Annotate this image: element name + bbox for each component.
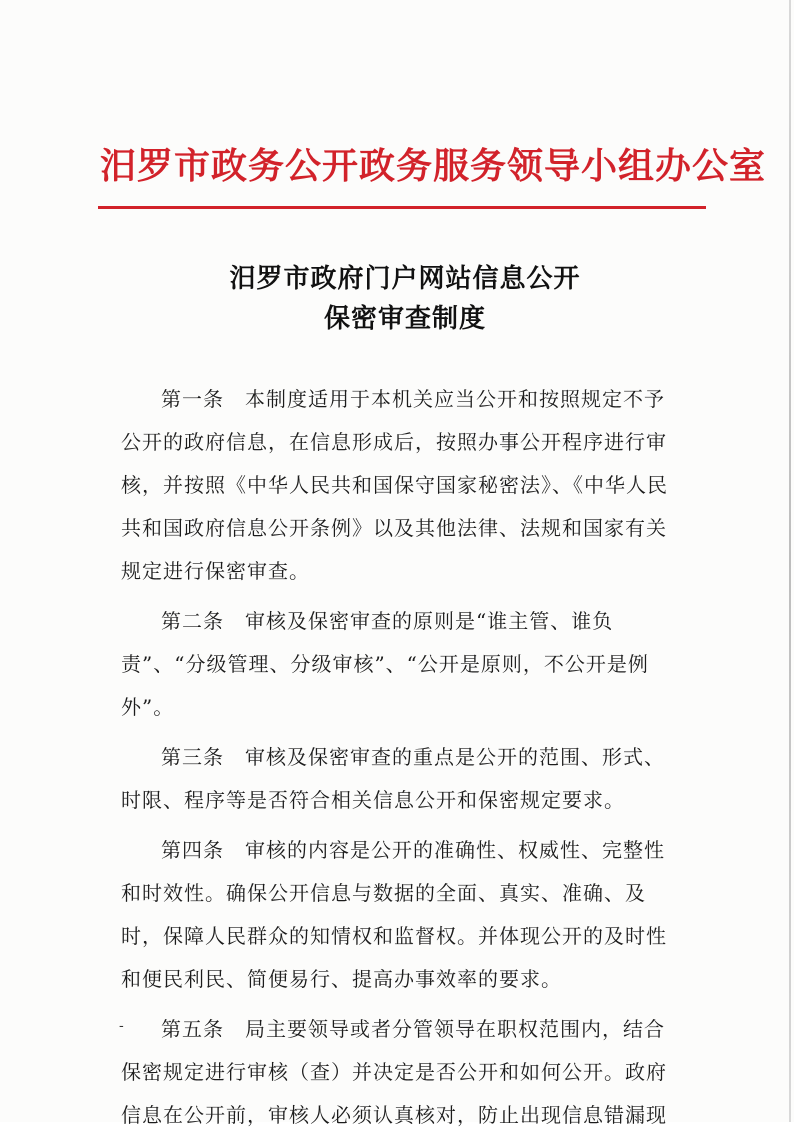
article-2: 第二条 审核及保密审查的原则是“谁主管、谁负责”、“分级管理、分级审核”、“公开是原则，不公开是例外”。 [121, 609, 649, 719]
document-body [121, 378, 681, 1144]
article-4: 第四条 审核的内容是公开的准确性、权威性、完整性和时效性。确保公开信息与数据的全面、真实、准确、及时，保障人民群众的知情权和监督权。并体现公开的及时性和便民利民、简便易行、提高办事效率的要求。 [121, 838, 667, 991]
article-1: 第一条 本制度适用于本机关应当公开和按照规定不予公开的政府信息，在信息形成后，按照办事公开程序进行审核，并按照《中华人民共和国保守国家秘密法》、《中华人民共和国政府信息公开条例》以及其他法律、法规和国家有关规定进行保密审查。 [121, 387, 668, 583]
page-edge-shadow [789, 0, 791, 1122]
page-mark: - [119, 1018, 124, 1034]
document-title-line-2: 保密审查制度 [323, 304, 486, 334]
bleed-through-text [150, 100, 163, 119]
red-separator-line [98, 206, 706, 209]
article-5: 第五条 局主要领导或者分管领导在职权范围内，结合保密规定进行审核（查）并决定是否公开和如何公开。政府信息在公开前，审核人必须认真核对，防止出现信息错漏现 [121, 1017, 667, 1127]
issuing-office-header: 汨罗市政务公开政务服务领导小组办公室 [100, 146, 767, 187]
article-3: 第三条 审核及保密审查的重点是公开的范围、形式、时限、程序等是否符合相关信息公开和保密规定要求。 [121, 745, 665, 812]
document-title-line-1: 汨罗市政府门户网站信息公开 [229, 264, 581, 294]
